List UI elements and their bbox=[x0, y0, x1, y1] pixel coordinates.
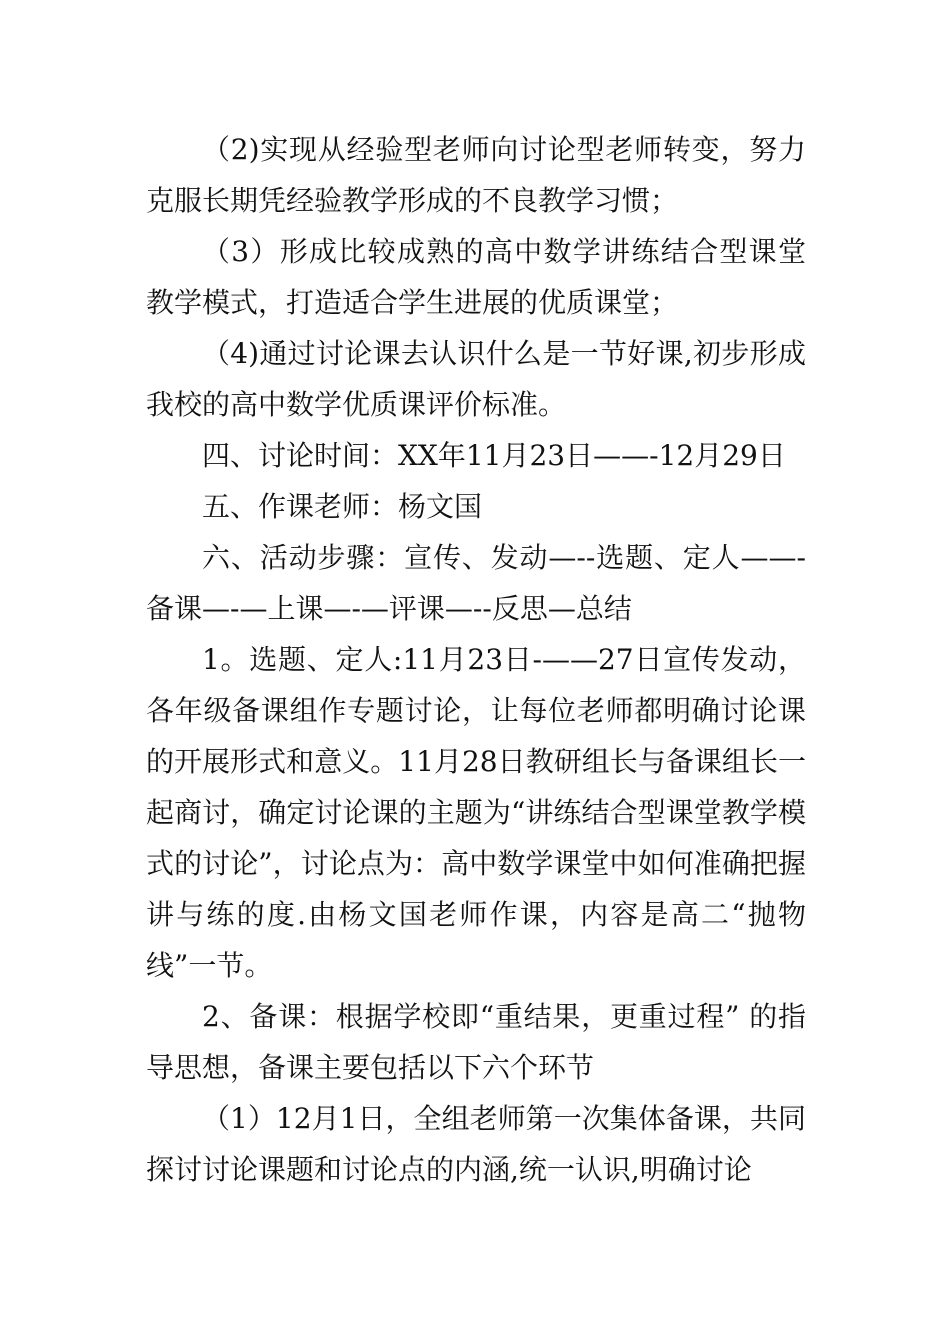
document-body bbox=[146, 124, 806, 1195]
paragraph-goal-4: （4)通过讨论课去认识什么是一节好课,初步形成我校的高中数学优质课评价标准。 bbox=[146, 337, 806, 421]
paragraph-goal-3: （3）形成比较成熟的高中数学讲练结合型课堂教学模式，打造适合学生进展的优质课堂； bbox=[146, 235, 806, 319]
paragraph-activity-steps: 六、活动步骤：宣传、发动—--选题、定人——-备课—-—上课—-—评课—--反思—总结 bbox=[146, 541, 806, 625]
paragraph-goal-2: （2)实现从经验型老师向讨论型老师转变，努力克服长期凭经验教学形成的不良教学习惯； bbox=[146, 133, 806, 217]
paragraph-first-group-prep: （1）12月1日，全组老师第一次集体备课，共同探讨讨论课题和讨论点的内涵,统一认识,明确讨论 bbox=[146, 1102, 806, 1186]
paragraph-discussion-time: 四、讨论时间：XX年11月23日——-12月29日 bbox=[202, 439, 786, 472]
paragraph-topic-selection: 1。选题、定人:11月23日-——27日宣传发动，各年级备课组作专题讨论，让每位老师都明确讨论课的开展形式和意义。11月28日教研组长与备课组长一起商讨，确定讨论课的主题为“讲练结合型课堂教学模式的讨论”，讨论点为：高中数学课堂中如何准确把握讲与练的度.由杨文国老师作课，内容是高二“抛物线”一节。 bbox=[146, 643, 806, 982]
paragraph-teacher: 五、作课老师：杨文国 bbox=[202, 490, 483, 523]
paragraph-lesson-prep: 2、备课：根据学校即“重结果，更重过程” 的指导思想，备课主要包括以下六个环节 bbox=[146, 1000, 806, 1084]
